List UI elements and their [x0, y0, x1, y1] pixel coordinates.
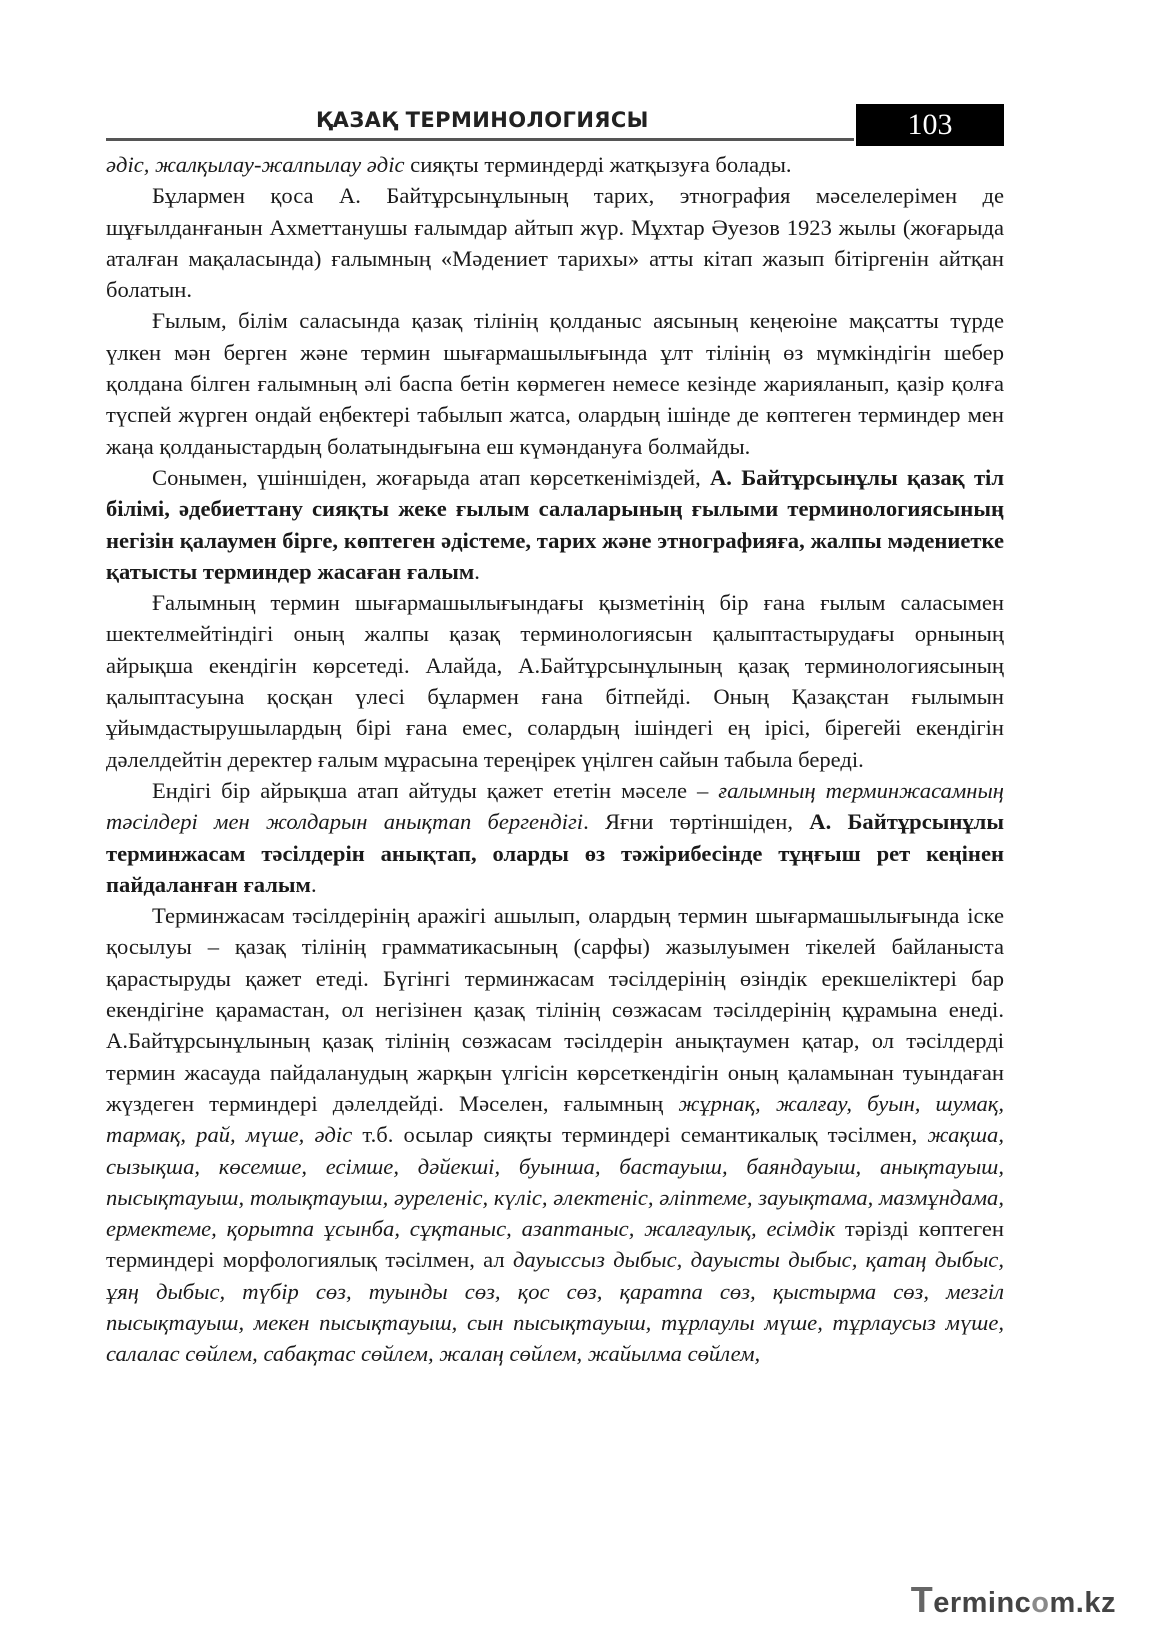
paragraph	[106, 587, 1004, 775]
text-run: .	[474, 558, 480, 584]
page-header	[106, 104, 1004, 146]
text-run: сияқты терминдерді жатқызуға болады.	[404, 152, 792, 177]
text-run: . Яғни төртіншіден,	[583, 809, 810, 835]
text-run: Терминжасам тәсілдерінің аражігі ашылып, олардың термин шығармашылығында іске қосылуы – қазақ тілінің грамматикасының (сарфы) жазылуымен тікелей байланыста қарастыруды қажет етеді. Бүгінгі терминжасам тәсілдерінің өзіндік ерекшеліктері бар екендігіне қарамастан, ол негізінен қазақ тілінің сөзжасам тәсілдерінің құрамына енеді. А.Байтұрсынұлының қазақ тілінің сөзжасам тәсілдерін анықтаумен қатар, ол тәсілдерді термин жасауда пайдаланудың жарқын үлгісін көрсеткендігін оның қаламынан туындаған жүздеген терминдері дәлелдейді. Мәселен, ғалымның	[106, 903, 1004, 1116]
text-run: Ендігі бір айрықша атап айтуды қажет ететін мәселе –	[152, 777, 719, 803]
paragraph	[106, 180, 1004, 305]
italic-run: жақша, сызықша, көсемше, есімше, дәйекші, буынша, бастауыш, баяндауыш, анықтауыш, пысықтауыш, толықтауыш, әуреленіс, күліс, әлектеніс, әліптеме, зауықтама, мазмұндама, ермектеме, қорытпа ұсынба, сұқтаныс, азаптаныс, жалғаулық, есімдік	[106, 1122, 1004, 1242]
bold-run: А. Байтұрсынұлы қазақ тіл білімі, әдебиеттану сияқты жеке ғылым салаларының ғылыми терминологиясының негізін қалаумен бірге, көптеген әдістеме, тарих және этнографияға, жалпы мәдениетке қатысты терминдер жасаған ғалым	[106, 464, 1004, 584]
paragraph	[106, 305, 1004, 461]
paragraph	[106, 775, 1004, 900]
text-run: т.б. осылар сияқты терминдері семантикалық тәсілмен,	[352, 1122, 928, 1148]
logo-magnifier-icon: o	[1031, 1587, 1050, 1619]
paragraph	[106, 900, 1004, 1369]
logo-part: erminc	[933, 1587, 1032, 1619]
text-run: Бұлармен қоса А. Байтұрсынұлының тарих, этнография мәселелерімен де шұғылданғанын Ахметтанушы ғалымдар айтып жүр. Мұхтар Әуезов 1923 жылы (жоғарыда аталған мақаласында) ғалымның «Мәдениет тарихы» атты кітап жазып бітіргенін айтқан болатын.	[106, 183, 1004, 303]
italic-run: әдіс, жалқылау-жалпылау әдіс	[106, 152, 405, 177]
text-run: Сонымен, үшіншіден, жоғарыда атап көрсеткеніміздей,	[152, 464, 710, 490]
header-rule	[106, 138, 854, 141]
text-run: .	[310, 871, 317, 897]
paragraph	[106, 462, 1004, 587]
paragraph	[106, 149, 1004, 180]
bold-run: А. Байтұрсынұлы терминжасам тәсілдерін анықтап, оларды өз тәжірибесінде тұңғыш рет кеңінен пайдаланған ғалым	[106, 809, 1004, 897]
text-run: Ғылым, білім саласында қазақ тілінің қолданыс аясының кеңеюіне мақсатты түрде үлкен мән берген және термин шығармашылығында ұлт тілінің өз мүмкіндігін шебер қолдана білген ғалымның әлі баспа бетін көрмеген немесе кезінде жарияланып, қазір қолға түспей жүрген ондай еңбектері табылып жатса, олардың ішінде де көптеген терминдер мен жаңа қолданыстардың болатындығына еш күмәндануға болмайды.	[106, 308, 1004, 459]
body-text	[106, 149, 1004, 1370]
running-title: ҚАЗАҚ ТЕРМИНОЛОГИЯСЫ	[316, 108, 649, 132]
italic-run: жұрнақ, жалғау, буын, шумақ, тармақ, рай, мүше, әдіс	[106, 1090, 1005, 1148]
page-number: 103	[856, 104, 1004, 146]
italic-run: ғалымның терминжасамның тәсілдері мен жолдарын анықтап бергендігі	[106, 777, 1004, 835]
text-run: Ғалымның термин шығармашылығындағы қызметінің бір ғана ғылым саласымен шектелмейтіндігі оның жалпы қазақ терминологиясын қалыптастырудағы орнының айрықша екендігін көрсетеді. Алайда, А.Байтұрсынұлының қазақ терминологиясының қалыптасуына қосқан үлесі бұлармен ғана бітпейді. Оның Қазақстан ғылымын ұйымдастырушылардың бірі ғана емес, солардың ішіндегі ең ірісі, бірегейі екендігін дәлелдейтін деректер ғалым мұрасына тереңірек үңілген сайын табыла береді.	[106, 590, 1004, 772]
logo-letter-t: T	[910, 1579, 934, 1620]
site-logo[interactable]	[911, 1579, 1116, 1621]
logo-part-domain: m.kz	[1049, 1587, 1116, 1619]
italic-run: дауыссыз дыбыс, дауысты дыбыс, қатаң дыбыс, ұяң дыбыс, түбір сөз, туынды сөз, қос сөз, қаратпа сөз, қыстырма сөз, мезгіл пысықтауыш, мекен пысықтауыш, сын пысықтауыш, тұрлаулы мүше, тұрлаусыз мүше, салалас сөйлем, сабақтас сөйлем, жалаң сөйлем, жайылма сөйлем,	[106, 1247, 1004, 1367]
text-run: тәрізді көптеген терминдері морфологиялық тәсілмен, ал	[106, 1216, 1004, 1273]
